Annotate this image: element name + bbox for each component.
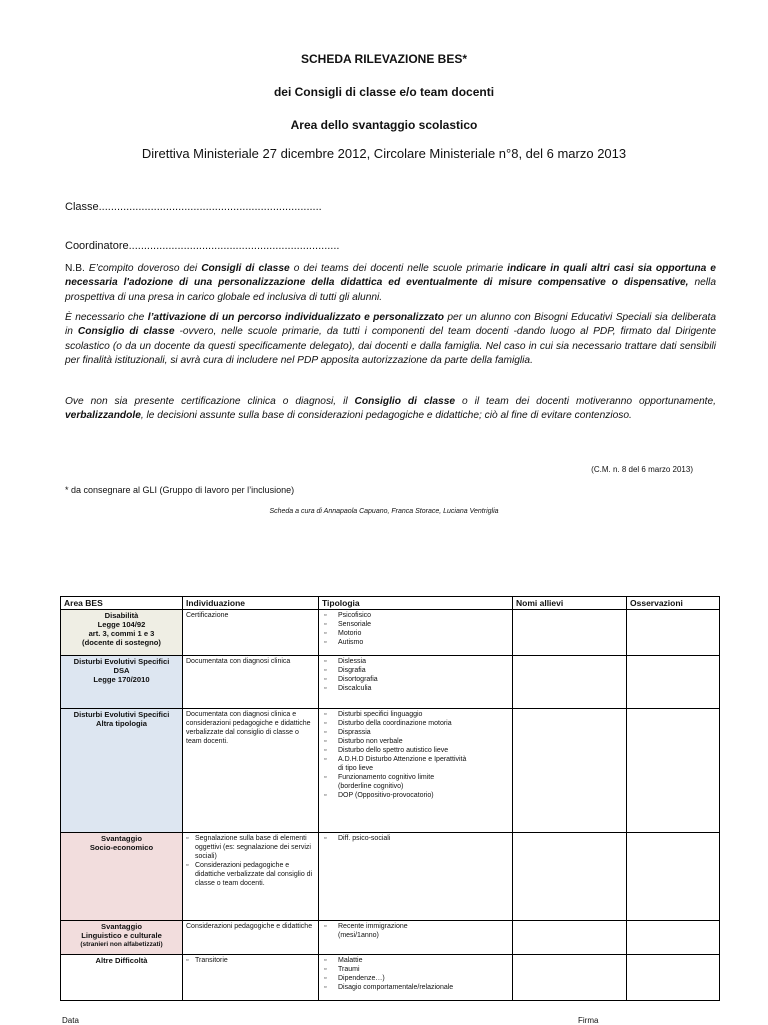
- area-line: Disturbi Evolutivi Specifici: [73, 657, 170, 666]
- osservazioni-cell[interactable]: [627, 709, 720, 833]
- individuazione-cell: [183, 955, 319, 1001]
- tipologia-item: ▫ DOP (Oppositivo-provocatorio): [322, 791, 509, 800]
- signature-label: Firma: [578, 1016, 599, 1025]
- tipologia-cell: [319, 656, 513, 709]
- tipologia-item: ▫ Disturbo della coordinazione motoria: [322, 719, 509, 728]
- tipologia-item: ▫ Dislessia: [322, 657, 509, 666]
- area-line: Disturbi Evolutivi Specifici: [73, 710, 170, 719]
- osservazioni-cell[interactable]: [627, 656, 720, 709]
- header-osservazioni: Osservazioni: [627, 597, 720, 610]
- date-label: Data: [62, 1016, 79, 1025]
- tipologia-item: ▫ Disprassia: [322, 728, 509, 737]
- area-cell: [61, 709, 183, 833]
- individuazione-item: ▫ Transitorie: [186, 956, 315, 965]
- nomi-cell[interactable]: [513, 921, 627, 955]
- pdp-paragraph: [65, 311, 716, 369]
- tipologia-item: ▫ Motorio: [322, 629, 509, 638]
- table-row: [61, 833, 720, 921]
- tipologia-cell: [319, 709, 513, 833]
- header-nomi: Nomi allievi: [513, 597, 627, 610]
- tipologia-cell: [319, 955, 513, 1001]
- cert-text: Ove non sia presente certificazione clinica o diagnosi, il: [65, 396, 355, 407]
- header-individuazione: Individuazione: [183, 597, 319, 610]
- area-cell: [61, 610, 183, 656]
- area-line: Disabilità: [104, 611, 139, 620]
- tipologia-item: ▫ Disgrafia: [322, 666, 509, 675]
- nomi-cell[interactable]: [513, 610, 627, 656]
- table-row: [61, 955, 720, 1001]
- osservazioni-cell[interactable]: [627, 833, 720, 921]
- area-cell: [61, 656, 183, 709]
- osservazioni-cell[interactable]: [627, 921, 720, 955]
- cm-reference: (C.M. n. 8 del 6 marzo 2013): [591, 465, 693, 474]
- nomi-cell[interactable]: [513, 955, 627, 1001]
- nomi-cell[interactable]: [513, 833, 627, 921]
- header-area: Area BES: [61, 597, 183, 610]
- tipologia-item: ▫ Sensoriale: [322, 620, 509, 629]
- pdp-text: È necessario che: [65, 312, 148, 323]
- nb-text: nella prospettiva di una presa in carico globale ed inclusiva di tutti gli alunni.: [65, 277, 716, 303]
- area-line: Legge 170/2010: [93, 675, 150, 684]
- tipologia-item: ▫ Disturbi specifici linguaggio: [322, 710, 509, 719]
- tipologia-cell: [319, 610, 513, 656]
- table-row: [61, 921, 720, 955]
- nb-paragraph: [65, 262, 716, 305]
- tipologia-item: ▫ Diff. psico-sociali: [322, 834, 509, 843]
- tipologia-item: ▫ Traumi: [322, 965, 509, 974]
- tipologia-item: ▫ Dipendenze…): [322, 974, 509, 983]
- tipologia-item: ▫ Psicofisico: [322, 611, 509, 620]
- document-area: Area dello svantaggio scolastico: [290, 118, 478, 132]
- pdp-text: -ovvero, nelle scuole primarie, da tutti i componenti del team docenti -dando luogo al PDP, firmato dal Dirigente scolastico (o da un docente da questi specificamente delegato), dai docenti e dalla famiglia. Nel caso in cui sia necessario trattare dati sensibili per finalità istituzionali, si avrà cura di includere nel PDP apposita autorizzazione da parte della famiglia.: [65, 326, 716, 367]
- individuazione-cell: Certificazione: [183, 610, 319, 656]
- tipologia-cell: [319, 921, 513, 955]
- area-cell: [61, 921, 183, 955]
- table-row: [61, 709, 720, 833]
- area-line: Svantaggio: [101, 922, 142, 931]
- credits: Scheda a cura di Annapaola Capuano, Franca Storace, Luciana Ventriglia: [269, 508, 499, 515]
- classe-field: Classe.........................................................................: [65, 201, 322, 213]
- document-title: SCHEDA RILEVAZIONE BES*: [300, 52, 468, 66]
- area-line: Altre Difficoltà: [95, 956, 148, 965]
- tipologia-item: ▫ Disagio comportamentale/relazionale: [322, 983, 509, 992]
- table-row: [61, 610, 720, 656]
- bes-table: [60, 596, 720, 1001]
- tipologia-item: ▫ Recente immigrazione: [322, 922, 509, 931]
- area-line: Svantaggio: [101, 834, 142, 843]
- osservazioni-cell[interactable]: [627, 610, 720, 656]
- area-line: Linguistico e culturale: [81, 931, 162, 940]
- tipologia-item: ▫ Disortografia: [322, 675, 509, 684]
- tipologia-cell: [319, 833, 513, 921]
- table-row: [61, 656, 720, 709]
- tipologia-item: ▫ Disturbo dello spettro autistico lieve: [322, 746, 509, 755]
- area-line: (stranieri non alfabetizzati): [80, 941, 163, 948]
- certification-paragraph: [65, 395, 716, 424]
- area-cell: [61, 833, 183, 921]
- tipologia-item: ▫ Malattie: [322, 956, 509, 965]
- footnote: * da consegnare al GLI (Gruppo di lavoro per l’inclusione): [65, 485, 295, 495]
- individuazione-cell: Documentata con diagnosi clinica: [183, 656, 319, 709]
- area-line: Socio-economico: [89, 843, 154, 852]
- nb-bold: Consigli di classe: [201, 263, 290, 274]
- tipologia-item: ▫ Autismo: [322, 638, 509, 647]
- nomi-cell[interactable]: [513, 656, 627, 709]
- individuazione-item: ▫ Considerazioni pedagogiche e didattiche verbalizzate dal consiglio di classe o team docenti.: [186, 861, 315, 888]
- nb-text: o dei teams dei docenti nelle scuole primarie: [289, 263, 508, 274]
- cert-bold: verbalizzandole: [65, 410, 141, 422]
- tipologia-continuation: di tipo lieve: [338, 765, 374, 772]
- area-line: DSA: [113, 666, 130, 675]
- table-header-row: [61, 597, 720, 610]
- header-tipologia: Tipologia: [319, 597, 513, 610]
- cert-text: , le decisioni assunte sulla base di considerazioni pedagogiche e didattiche; ciò al fine di evitare contenzioso.: [140, 410, 632, 422]
- coordinatore-field: Coordinatore.....................................................................: [65, 240, 340, 252]
- nb-text: E’compito doveroso dei: [88, 263, 202, 274]
- area-line: Legge 104/92: [97, 620, 146, 629]
- directive-line: Direttiva Ministeriale 27 dicembre 2012, Circolare Ministeriale n°8, del 6 marzo 2013: [141, 146, 627, 161]
- pdp-bold: l’attivazione di un percorso individualizzato e personalizzato: [147, 312, 444, 323]
- pdp-bold: Consiglio di classe: [77, 326, 175, 338]
- tipologia-item: ▫ Disturbo non verbale: [322, 737, 509, 746]
- osservazioni-cell[interactable]: [627, 955, 720, 1001]
- individuazione-cell: Documentata con diagnosi clinica e considerazioni pedagogiche e didattiche verbalizzate dal consiglio di classe o team docenti.: [183, 709, 319, 833]
- tipologia-item: ▫ A.D.H.D Disturbo Attenzione e Iperattività: [322, 755, 509, 764]
- area-line: (docente di sostegno): [82, 638, 161, 647]
- individuazione-cell: Considerazioni pedagogiche e didattiche: [183, 921, 319, 955]
- cert-bold: Consiglio di classe: [354, 396, 456, 407]
- nb-bold: indicare in quali altri casi sia opportuna e necessaria l'adozione di una personalizzazione della didattica ed eventualmente di misure compensative o dispensative,: [65, 263, 716, 289]
- tipologia-continuation: (mesi/1anno): [338, 932, 379, 939]
- individuazione-item: ▫ Segnalazione sulla base di elementi oggettivi (es: segnalazione dei servizi sociali): [186, 834, 315, 861]
- tipologia-item: ▫ Discalculia: [322, 684, 509, 693]
- area-cell: [61, 955, 183, 1001]
- document-subtitle: dei Consigli di classe e/o team docenti: [273, 85, 495, 99]
- pdp-text: per un alunno con Bisogni Educativi Speciali sia deliberata in: [65, 312, 716, 338]
- tipologia-continuation: (borderline cognitivo): [338, 783, 404, 790]
- tipologia-item: ▫ Funzionamento cognitivo limite: [322, 773, 509, 782]
- nomi-cell[interactable]: [513, 709, 627, 833]
- area-line: art. 3, commi 1 e 3: [88, 629, 155, 638]
- nb-label: N.B.: [65, 263, 89, 274]
- cert-text: o il team dei docenti motiveranno opportunamente,: [455, 396, 716, 407]
- individuazione-cell: [183, 833, 319, 921]
- area-line: Altra tipologia: [95, 719, 148, 728]
